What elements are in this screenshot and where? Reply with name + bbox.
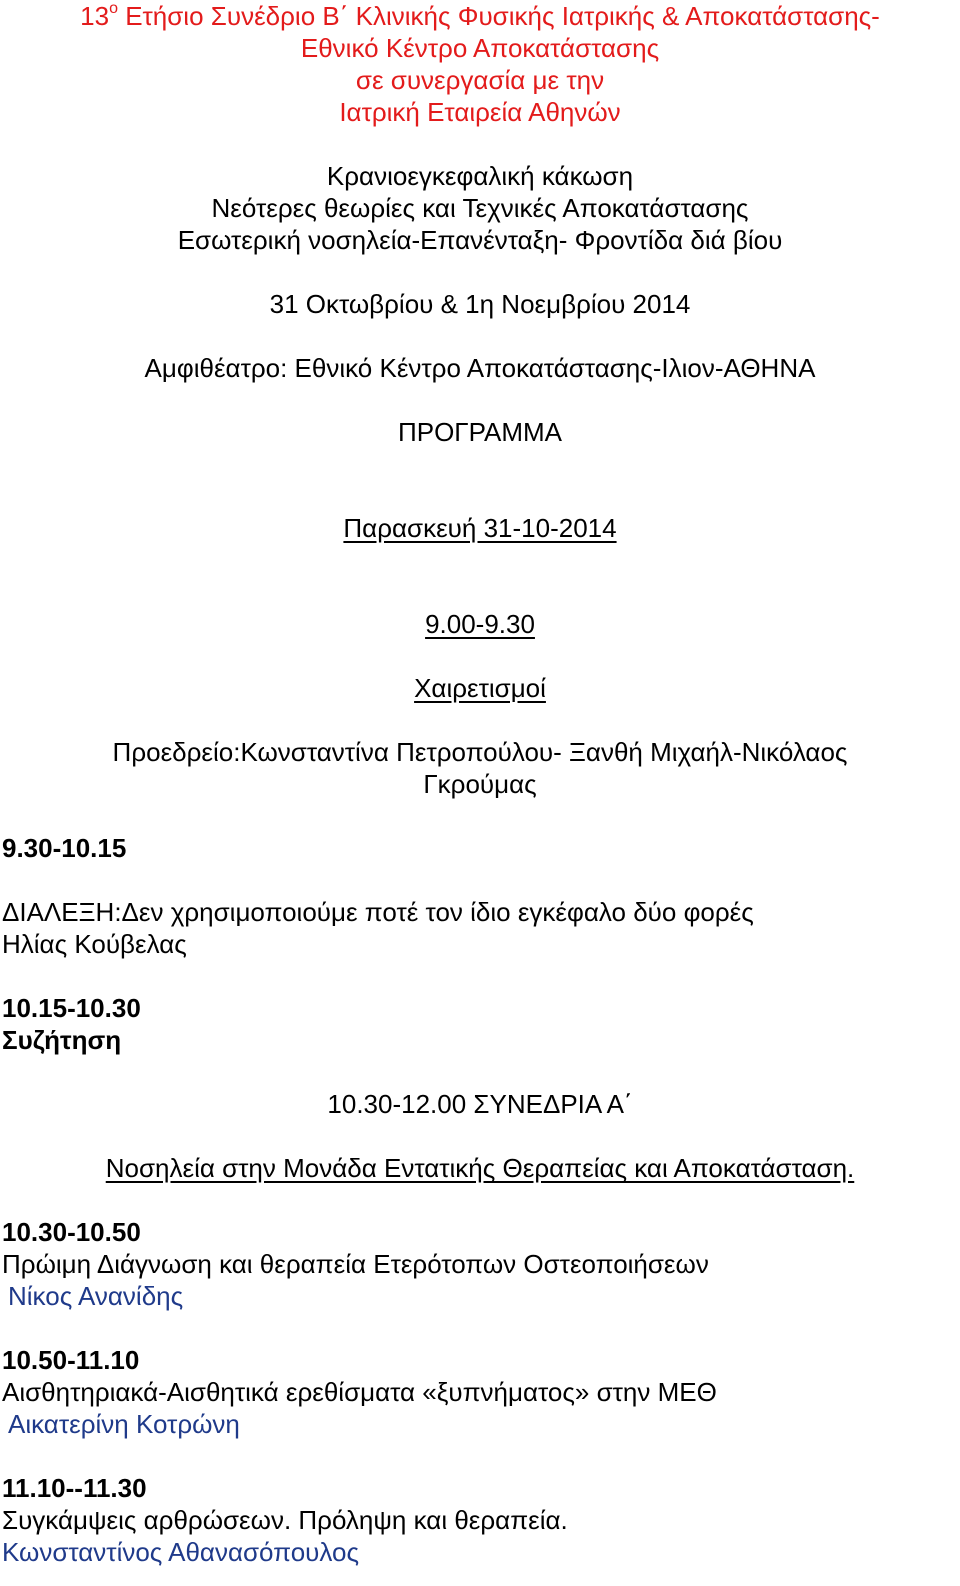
event-venue: Αμφιθέατρο: Εθνικό Κέντρο Αποκατάστασης-Ιλιον-ΑΘΗΝΑ bbox=[144, 353, 816, 383]
session-a-header: 10.30-12.00 ΣΥΝΕΔΡΙΑ Α΄ bbox=[327, 1089, 633, 1119]
day-heading bbox=[0, 512, 960, 544]
edition-superscript: ο bbox=[109, 0, 118, 17]
talk-title: Πρώιμη Διάγνωση και θεραπεία Ετερότοπων Οστεοποιήσεων bbox=[2, 1249, 709, 1279]
topic-subtitle-1: Νεότερες θεωρίες και Τεχνικές Αποκατάστασης bbox=[211, 193, 749, 223]
event-dates: 31 Οκτωβρίου & 1η Νοεμβρίου 2014 bbox=[269, 289, 691, 319]
welcome-title-text: Χαιρετισμοί bbox=[414, 673, 546, 703]
welcome-time bbox=[0, 608, 960, 640]
program-title: ΠΡΟΓΡΑΜΜΑ bbox=[397, 417, 563, 447]
conference-title-line bbox=[0, 0, 960, 32]
talk-speaker: Κωνσταντίνος Αθανασόπουλος bbox=[2, 1537, 359, 1567]
talk-time: 10.30-10.50 bbox=[2, 1217, 141, 1247]
edition-number: 13 bbox=[80, 1, 110, 31]
day-heading-text: Παρασκευή 31-10-2014 bbox=[343, 513, 617, 543]
talk-time: 11.10--11.30 bbox=[2, 1473, 147, 1503]
chair-line-1: Προεδρείο:Κωνσταντίνα Πετροπούλου- Ξανθή Μιχαήλ-Νικόλαος bbox=[112, 737, 848, 767]
topic-title: Κρανιοεγκεφαλική κάκωση bbox=[326, 161, 634, 191]
discussion-label: Συζήτηση bbox=[2, 1025, 122, 1055]
chair-line-2: Γκρούμας bbox=[423, 769, 537, 799]
talk-title: Αισθητηριακά-Αισθητικά ερεθίσματα «ξυπνήματος» στην ΜΕΘ bbox=[2, 1377, 717, 1407]
organizer-line: Εθνικό Κέντρο Αποκατάστασης bbox=[300, 33, 660, 63]
lecture-time: 9.30-10.15 bbox=[2, 833, 127, 863]
lecture-speaker: Ηλίας Κούβελας bbox=[2, 929, 187, 959]
welcome-title bbox=[0, 672, 960, 704]
discussion-time: 10.15-10.30 bbox=[2, 993, 141, 1023]
lecture-title: ΔΙΑΛΕΞΗ:Δεν χρησιμοποιούμε ποτέ τον ίδιο εγκέφαλο δύο φορές bbox=[2, 897, 754, 927]
conference-title-text: Ετήσιο Συνέδριο Β΄ Κλινικής Φυσικής Ιατρικής & Αποκατάστασης- bbox=[117, 1, 880, 31]
topic-subtitle-2: Εσωτερική νοσηλεία-Επανένταξη- Φροντίδα διά βίου bbox=[177, 225, 783, 255]
talk-title: Συγκάμψεις αρθρώσεων. Πρόληψη και θεραπεία. bbox=[2, 1505, 568, 1535]
welcome-time-text: 9.00-9.30 bbox=[425, 609, 535, 639]
talk-speaker: Αικατερίνη Κοτρώνη bbox=[8, 1409, 240, 1439]
session-a-title bbox=[0, 1152, 960, 1184]
talk-time: 10.50-11.10 bbox=[2, 1345, 140, 1375]
collaboration-line: σε συνεργασία με την bbox=[355, 65, 605, 95]
partner-line: Ιατρική Εταιρεία Αθηνών bbox=[339, 97, 621, 127]
session-a-title-text: Νοσηλεία στην Μονάδα Εντατικής Θεραπείας και Αποκατάσταση. bbox=[105, 1153, 855, 1183]
talk-speaker: Νίκος Ανανίδης bbox=[8, 1281, 184, 1311]
